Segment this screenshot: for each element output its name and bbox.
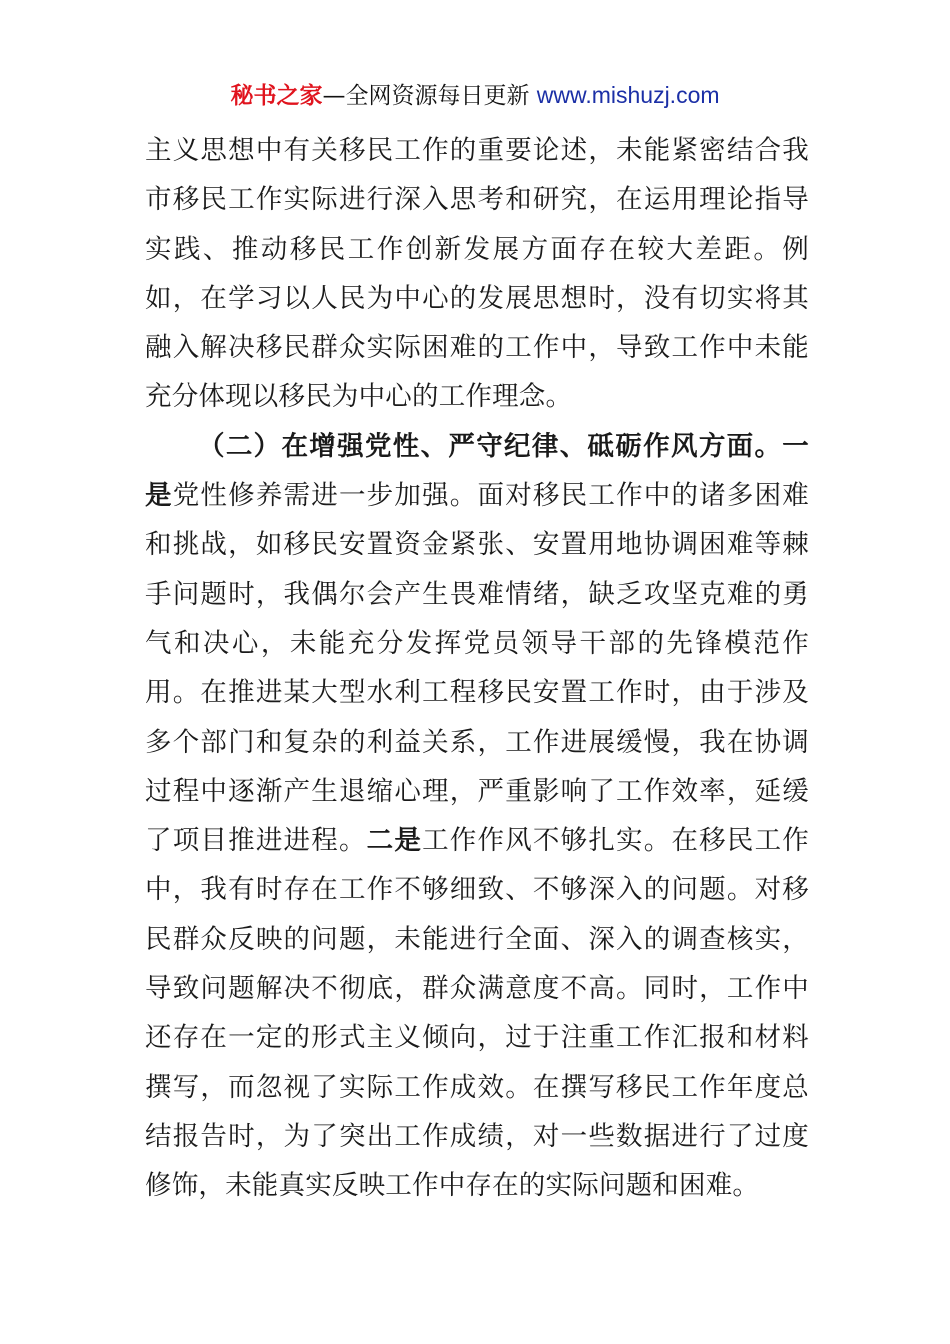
paragraph-text: 工作作风不够扎实。在移民工作中，我有时存在工作不够细致、不够深入的问题。对移民群众反映的问题，未能进行全面、深入的调查核实，导致问题解决不彻底，群众满意度不高。同时，工作中还存在一定的形式主义倾向，过于注重工作汇报和材料撰写，而忽视了实际工作成效。在撰写移民工作年度总结报告时，为了突出工作成绩，对一些数据进行了过度修饰，未能真实反映工作中存在的实际问题和困难。 [145, 825, 809, 1202]
paragraph-section-two [145, 422, 809, 1211]
document-body [145, 126, 809, 1211]
header-tagline: —全网资源每日更新 [322, 83, 537, 109]
paragraph-text: 党性修养需进一步加强。面对移民工作中的诸多困难和挑战，如移民安置资金紧张、安置用地协调困难等棘手问题时，我偶尔会产生畏难情绪，缺乏攻坚克难的勇气和决心，未能充分发挥党员领导干部的先锋模范作用。在推进某大型水利工程移民安置工作时，由于涉及多个部门和复杂的利益关系，工作进展缓慢，我在协调过程中逐渐产生退缩心理，严重影响了工作效率，延缓了项目推进进程。 [145, 480, 809, 857]
paragraph-continued: 主义思想中有关移民工作的重要论述，未能紧密结合我市移民工作实际进行深入思考和研究，在运用理论指导实践、推动移民工作创新发展方面存在较大差距。例如，在学习以人民为中心的发展思想时，没有切实将其融入解决移民群众实际困难的工作中，导致工作中未能充分体现以移民为中心的工作理念。 [145, 135, 809, 413]
point-marker: 二是 [366, 825, 423, 857]
page-header [0, 80, 950, 111]
website-link[interactable]: www.mishuzj.com [536, 82, 720, 108]
brand-name: 秘书之家 [230, 83, 323, 109]
section-heading: （二）在增强党性、严守纪律、砥砺作风方面。一是 [145, 430, 809, 512]
